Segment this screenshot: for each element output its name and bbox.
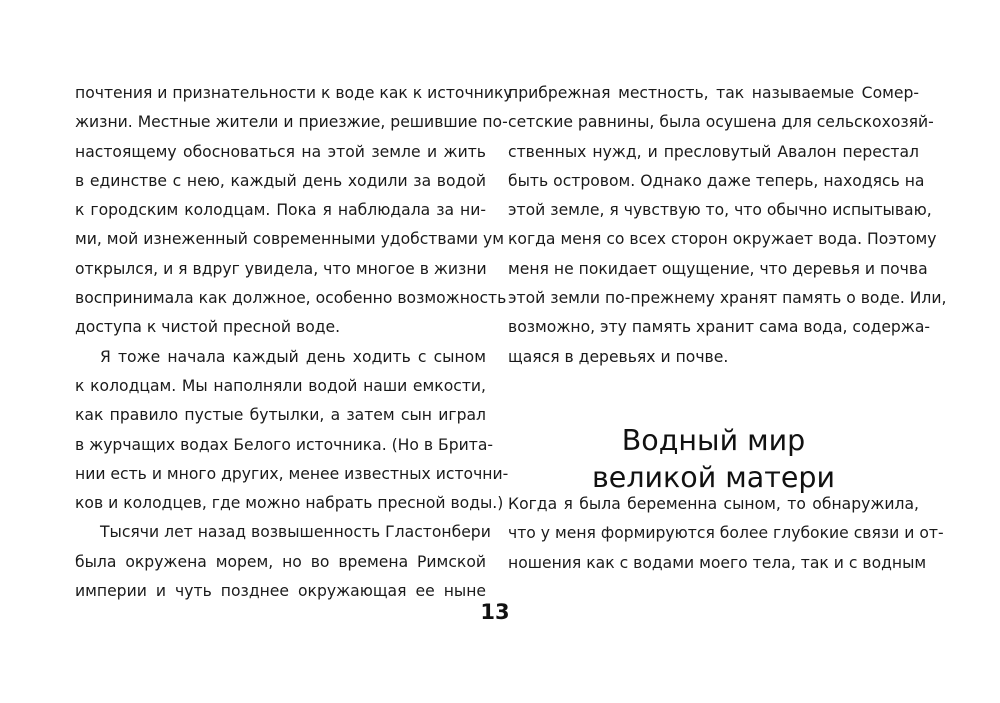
text-line: открылся, и я вдруг увидела, что многое в жизни <box>75 259 487 278</box>
text-line: нии есть и много других, менее известных источни- <box>75 464 509 483</box>
text-line: к городским колодцам. Пока я наблюдала за ни- <box>75 201 486 220</box>
text-line: прибрежная местность, так называемые Сомер- <box>508 84 919 102</box>
text-line: ми, мой изнеженный современными удобствами ум <box>75 230 504 249</box>
text-line: настоящему обосноваться на этой земле и жить <box>75 142 486 161</box>
text-line: империи и чуть позднее окружающая ее ныне <box>75 582 486 601</box>
text-line: в единстве с нею, каждый день ходили за водой <box>75 171 486 190</box>
paragraph <box>75 79 513 343</box>
text-line: быть островом. Однако даже теперь, находясь на <box>508 171 925 190</box>
text-line: меня не покидает ощущение, что деревья и почва <box>508 259 928 278</box>
text-line: доступа к чистой пресной воде. <box>75 318 341 337</box>
left-column <box>75 79 513 606</box>
text-line: Я тоже начала каждый день ходить с сыном <box>100 347 486 366</box>
text-line: воспринимала как должное, особенно возможность <box>75 289 507 308</box>
text-line: что у меня формируются более глубокие связи и от- <box>508 524 944 543</box>
text-line: жизни. Местные жители и приезжие, решившие по- <box>75 113 508 132</box>
text-line: этой земле, я чувствую то, что обычно испытываю, <box>508 201 932 220</box>
text-line: ков и колодцев, где можно набрать пресной воды.) <box>75 494 504 513</box>
text-line: была окружена морем, но во времена Римской <box>75 552 486 571</box>
heading-line: великой матери <box>591 460 835 494</box>
text-line: Тысячи лет назад возвышенность Гластонбери <box>100 523 491 542</box>
text-line: Когда я была беременна сыном, то обнаружила, <box>508 495 919 513</box>
text-line: к колодцам. Мы наполняли водой наши емкости, <box>75 376 486 395</box>
text-line: ственных нужд, и пресловутый Авалон перестал <box>508 142 919 161</box>
text-line: этой земли по-прежнему хранят память о воде. Или, <box>508 289 947 308</box>
paragraph <box>75 343 509 519</box>
paragraph <box>75 518 491 606</box>
text-line: когда меня со всех сторон окружает вода. Поэтому <box>508 230 937 249</box>
text-line: возможно, эту память хранит сама вода, содержа- <box>508 318 931 337</box>
text-line: ношения как с водами моего тела, так и с водным <box>508 553 927 572</box>
page-number: 13 <box>480 600 510 624</box>
heading-line: Водный мир <box>621 423 806 457</box>
text-line: почтения и признательности к воде как к источнику <box>75 84 513 102</box>
text-line: сетские равнины, была осушена для сельскохозяй- <box>508 113 934 132</box>
text-line: в журчащих водах Белого источника. (Но в Брита- <box>75 435 494 454</box>
paragraph <box>508 79 947 372</box>
text-line: как правило пустые бутылки, а затем сын играл <box>75 406 486 425</box>
section-heading <box>508 422 919 496</box>
text-line: щаяся в деревьях и почве. <box>508 347 729 366</box>
paragraph <box>508 490 944 578</box>
right-column <box>508 79 947 372</box>
